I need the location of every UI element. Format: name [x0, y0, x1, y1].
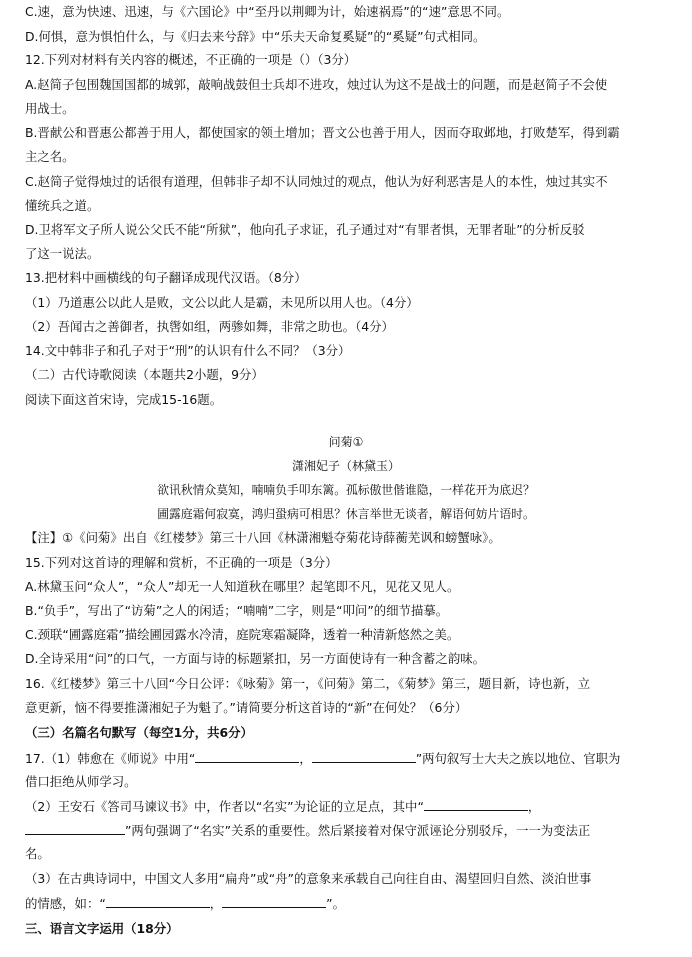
- option-d-15: D.全诗采用“问”的口气，一方面与诗的标题紧扣，另一方面使诗有一种含蓄之韵味。: [25, 651, 485, 666]
- answer-blank-3[interactable]: [424, 798, 528, 811]
- poem-note: 【注】①《问菊》出自《红楼梦》第三十八回《林潇湘魁夺菊花诗薛蘅芜讽和螃蟹咏》。: [25, 530, 501, 545]
- question-17-3: （3）在古典诗词中，中国文人多用“扁舟”或“舟”的意象来承载自己向往自由、渴望回归自然、淡泊世事: [25, 871, 592, 886]
- answer-blank-4[interactable]: [25, 822, 125, 835]
- question-16-cont: 意更新，恼不得要推潇湘妃子为魁了。”请简要分析这首诗的“新”在何处？（6分）: [25, 700, 468, 715]
- question-16: 16.《红楼梦》第三十八回“今日公评：《咏菊》第一，《问菊》第二，《菊梦》第三，题目新，诗也新，立: [25, 676, 591, 691]
- question-17-2-cont: [25, 822, 678, 838]
- option-c-11: C.速，意为快速、迅速，与《六国论》中“至丹以荆卿为计，始速祸焉”的“速”意思不同。: [25, 4, 510, 19]
- q17-2-prefix: （2）王安石《答司马谏议书》中，作者以“名实”为论证的立足点，其中“: [25, 799, 424, 814]
- q17-1-suffix: ”两句叙写士大夫之族以地位、官职为: [415, 751, 621, 766]
- question-15: 15.下列对这首诗的理解和赏析，不正确的一项是（3分）: [25, 555, 338, 570]
- option-d-12-cont: 了这一说法。: [25, 246, 100, 261]
- q17-3-prefix: 的情感，如：“: [25, 896, 106, 911]
- option-a-12-cont: 用战士。: [25, 101, 75, 116]
- q17-2-suffix: ”两句强调了“名实”关系的重要性。然后紧接着对保守派诬论分别驳斥，一一为变法正: [125, 823, 591, 838]
- option-a-15: A.林黛玉问“众人”，“众人”却无一人知道秋在哪里？起笔即不凡，见花又见人。: [25, 579, 460, 594]
- q17-1-prefix: 17.（1）韩愈在《师说》中用“: [25, 751, 196, 766]
- question-17-1-cont: 借口拒绝从师学习。: [25, 774, 137, 789]
- poem-verse-2: 圃露庭霜何寂寞，鸿归蛩病可相思？休言举世无谈者，解语何妨片语时。: [157, 507, 535, 521]
- q17-2-comma: ，: [527, 799, 541, 814]
- option-c-12-cont: 懂统兵之道。: [25, 198, 100, 213]
- poem-author: 潇湘妃子（林黛玉）: [291, 459, 400, 473]
- question-17-2-end: 名。: [25, 846, 50, 861]
- option-d-12: D.卫将军文子所人说公父氏不能“所狱”，他向孔子求证，孔子通过对“有罪者惧，无罪者耻”的分析反驳: [25, 222, 585, 237]
- question-13-2: （2）吾闻古之善御者，执辔如组，两骖如舞，非常之助也。（4分）: [25, 319, 394, 334]
- section-poetry: （二）古代诗歌阅读（本题共2小题，9分）: [25, 367, 264, 382]
- question-14: 14.文中韩非子和孔子对于“刑”的认识有什么不同？（3分）: [25, 343, 351, 358]
- poem-title: 问菊①: [328, 435, 364, 449]
- option-b-15: B.“负手”，写出了“访菊”之人的闲适；“喃喃”二字，则是“叩问”的细节描摹。: [25, 603, 449, 618]
- question-17-3-cont: [25, 895, 678, 911]
- question-17-2: [25, 798, 678, 814]
- section-language: 三、语言文字运用（18分）: [25, 921, 179, 936]
- poem-verse-1: 欲讯秋情众莫知，喃喃负手叩东篱。孤标傲世偕谁隐，一样花开为底迟？: [157, 483, 535, 497]
- section-recitation: （三）名篇名句默写（每空1分，共6分）: [25, 725, 253, 740]
- question-17-1: [25, 750, 678, 766]
- option-c-12: C.赵简子觉得烛过的话很有道理，但韩非子却不认同烛过的观点，他认为好利恶害是人的本性，烛过其实不: [25, 174, 608, 189]
- poem-instruction: 阅读下面这首宋诗，完成15-16题。: [25, 392, 223, 407]
- question-12: 12.下列对材料有关内容的概述，不正确的一项是（）（3分）: [25, 52, 357, 67]
- q17-3-suffix: ”。: [326, 896, 345, 911]
- answer-blank-6[interactable]: [222, 895, 326, 908]
- option-b-12: B.晋献公和晋惠公都善于用人，都使国家的领土增加；晋文公也善于用人，因而夺取邺地，打败楚军，得到霸: [25, 125, 620, 140]
- option-a-12: A.赵简子包围魏国国都的城郭，敲响战鼓但士兵却不进攻，烛过认为这不是战士的问题，而是赵简子不会使: [25, 77, 608, 92]
- question-13-1: （1）乃道惠公以此人是败，文公以此人是霸，未见所以用人也。（4分）: [25, 295, 419, 310]
- answer-blank-2[interactable]: [312, 750, 416, 763]
- question-13: 13.把材料中画横线的句子翻译成现代汉语。（8分）: [25, 270, 307, 285]
- option-b-12-cont: 主之名。: [25, 149, 75, 164]
- option-c-15: C.颈联“圃露庭霜”描绘圃园露水冷清，庭院寒霜凝降，透着一种清新悠然之美。: [25, 627, 460, 642]
- option-d-11: D.何惧，意为惧怕什么，与《归去来兮辞》中“乐夫天命复奚疑”的“奚疑”句式相同。: [25, 29, 486, 44]
- q17-3-comma: ，: [209, 896, 223, 911]
- q17-1-comma: ，: [299, 751, 312, 766]
- answer-blank-1[interactable]: [195, 750, 299, 763]
- answer-blank-5[interactable]: [106, 895, 210, 908]
